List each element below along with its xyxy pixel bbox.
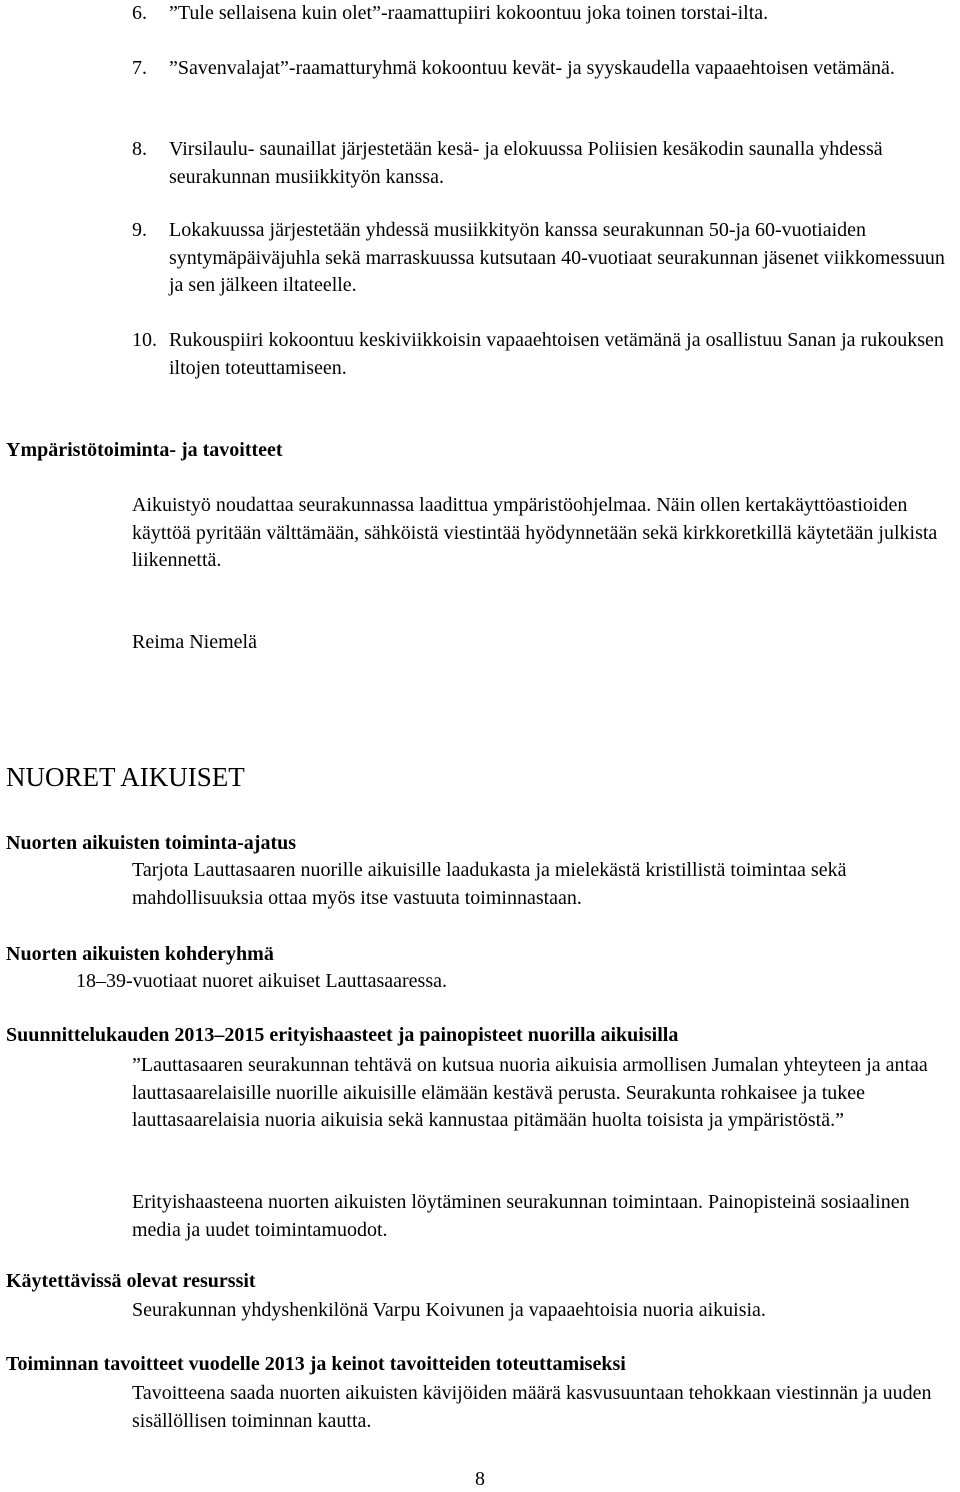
list-item-9 xyxy=(132,217,946,300)
page-number: 8 xyxy=(475,1468,485,1490)
focus-text: Erityishaasteena nuorten aikuisten löytäminen seurakunnan toimintaan. Painopisteinä sosiaalinen media ja uudet toimintamuodot. xyxy=(132,1191,910,1241)
list-item-text: ”Tule sellaisena kuin olet”-raamattupiiri kokoontuu joka toinen torstai-ilta. xyxy=(169,2,769,24)
list-item-6 xyxy=(132,0,946,28)
list-number: 9. xyxy=(132,219,147,241)
list-number: 6. xyxy=(132,2,147,24)
list-item-text: Lokakuussa järjestetään yhdessä musiikkityön kanssa seurakunnan 50-ja 60-vuotiaiden syntymäpäiväjuhla sekä marraskuussa kutsutaan 40-vuotiaat seurakunnan jäsenet viikkomessuun ja sen jälkeen iltateelle. xyxy=(169,219,945,296)
resources-text: Seurakunnan yhdyshenkilönä Varpu Koivunen ja vapaaehtoisia nuoria aikuisia. xyxy=(132,1299,766,1321)
environment-heading: Ympäristötoiminta- ja tavoitteet xyxy=(6,439,283,461)
page-title: NUORET AIKUISET xyxy=(6,762,245,792)
focus-quote: ”Lauttasaaren seurakunnan tehtävä on kutsua nuoria aikuisia armollisen Jumalan yhteyteen ja antaa lauttasaarelaisille nuorille aikuisille elämään kestävä perusta. Seurakunta rohkaisee ja tukee lauttasaarelaisia nuoria aikuisia sekä kannustaa pitämään huolta toisista ja ympäristöstä.” xyxy=(132,1054,928,1131)
list-item-text: ”Savenvalajat”-raamatturyhmä kokoontuu kevät- ja syyskaudella vapaaehtoisen vetämänä. xyxy=(169,57,895,79)
target-heading: Nuorten aikuisten kohderyhmä xyxy=(6,943,274,965)
list-number: 10. xyxy=(132,329,157,351)
goals-heading: Toiminnan tavoitteet vuodelle 2013 ja keinot tavoitteiden toteuttamiseksi xyxy=(6,1353,626,1375)
target-text: 18–39-vuotiaat nuoret aikuiset Lauttasaaressa. xyxy=(76,970,447,992)
list-item-8 xyxy=(132,136,946,191)
list-item-10 xyxy=(132,327,946,382)
signature: Reima Niemelä xyxy=(132,631,257,653)
resources-heading: Käytettävissä olevat resurssit xyxy=(6,1270,256,1292)
mission-heading: Nuorten aikuisten toiminta-ajatus xyxy=(6,832,297,854)
goals-text: Tavoitteena saada nuorten aikuisten kävijöiden määrä kasvusuuntaan tehokkaan viestinnän ja uuden sisällöllisen toiminnan kautta. xyxy=(132,1382,932,1432)
focus-heading: Suunnittelukauden 2013–2015 erityishaasteet ja painopisteet nuorilla aikuisilla xyxy=(6,1024,679,1046)
list-item-text: Rukouspiiri kokoontuu keskiviikkoisin vapaaehtoisen vetämänä ja osallistuu Sanan ja rukouksen iltojen toteuttamiseen. xyxy=(169,329,944,379)
list-number: 7. xyxy=(132,57,147,79)
list-item-text: Virsilaulu- saunaillat järjestetään kesä- ja elokuussa Poliisien kesäkodin saunalla yhdessä seurakunnan musiikkityön kanssa. xyxy=(169,138,883,188)
list-number: 8. xyxy=(132,138,147,160)
environment-text: Aikuistyö noudattaa seurakunnassa laadittua ympäristöohjelmaa. Näin ollen kertakäyttöastioiden käyttöä pyritään välttämään, sähköistä viestintää hyödynnetään sekä kirkkoretkillä käytetään julkista liikennettä. xyxy=(132,494,938,571)
list-item-7 xyxy=(132,55,946,83)
mission-text: Tarjota Lauttasaaren nuorille aikuisille laadukasta ja mielekästä kristillistä toimintaa sekä mahdollisuuksia ottaa myös itse vastuuta toiminnastaan. xyxy=(132,859,847,909)
